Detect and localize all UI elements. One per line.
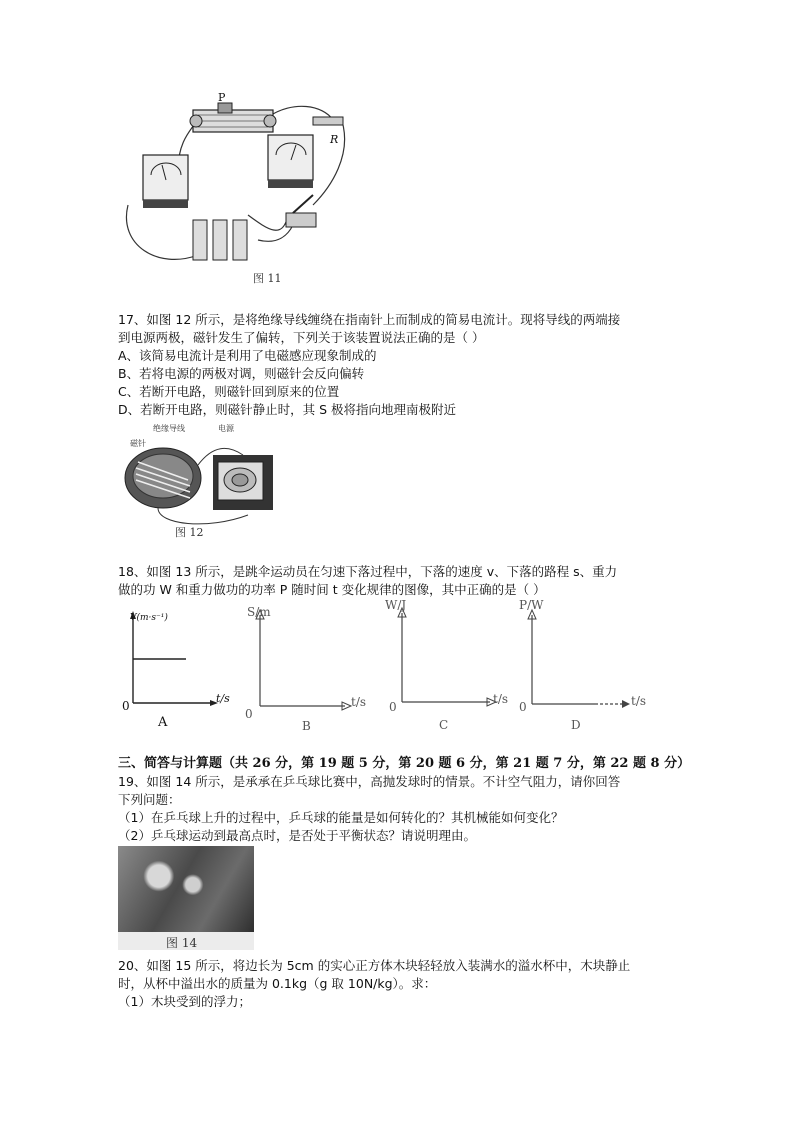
figure-12-caption: 图 12 (175, 526, 204, 539)
q19-sub-1: （1）在乒乓球上升的过程中，乒乓球的能量是如何转化的？其机械能如何变化？ (118, 810, 564, 825)
q19-line-2: 下列问题： (118, 792, 181, 807)
graph-d (515, 598, 665, 738)
graph-a-letter: A (158, 715, 168, 730)
q17-option-d: D、若断开电路，则磁针静止时，其 S 极将指向地理南极附近 (118, 402, 457, 417)
graph-b-xlabel: t/s (351, 695, 367, 709)
resistor-label-r: R (330, 133, 339, 146)
graph-a-ylabel: V(m·s⁻¹) (130, 613, 168, 623)
q17-option-a: A、该简易电流计是利用了电磁感应现象制成的 (118, 348, 377, 363)
q19-line-1: 19、如图 14 所示，是承承在乒乓球比赛中，高抛发球时的情景。不计空气阻力，请你回答 (118, 774, 621, 789)
circuit-diagram (118, 95, 358, 285)
q18-line-2: 做的功 W 和重力做功的功率 P 随时间 t 变化规律的图像，其中正确的是（ ） (118, 582, 546, 597)
graph-d-ylabel: P/W (519, 598, 544, 612)
graph-c-letter: C (439, 718, 449, 732)
figure-14-photo (118, 846, 254, 932)
figure-14 (118, 846, 254, 950)
q17-option-b: B、若将电源的两极对调，则磁针会反向偏转 (118, 366, 365, 381)
graph-a (118, 603, 228, 738)
graph-d-letter: D (571, 718, 581, 732)
graph-d-origin: 0 (519, 700, 527, 714)
graph-a-xlabel: t/s (216, 692, 230, 705)
figure-12-label-needle: 磁针 (130, 439, 146, 448)
figure-12-label-source: 电源 (218, 424, 234, 433)
figure-12 (118, 420, 288, 538)
figure-11-caption: 图 11 (253, 272, 282, 285)
graph-c (385, 598, 515, 738)
graph-b-origin: 0 (245, 707, 253, 721)
q18-line-1: 18、如图 13 所示，是跳伞运动员在匀速下落过程中，下落的速度 v、下落的路程 s、重力 (118, 564, 618, 579)
section-3-heading: 三、简答与计算题（共 26 分，第 19 题 5 分，第 20 题 6 分，第 21 题 7 分，第 22 题 8 分） (118, 756, 691, 771)
q17-option-c: C、若断开电路，则磁针回到原来的位置 (118, 384, 340, 399)
q17-line-2: 到电源两极，磁针发生了偏转，下列关于该装置说法正确的是（ ） (118, 330, 485, 345)
q17-line-1: 17、如图 12 所示，是将绝缘导线缠绕在指南针上而制成的简易电流计。现将导线的两端接 (118, 312, 621, 327)
q20-sub-1: （1）木块受到的浮力； (118, 994, 251, 1009)
q19-sub-2: （2）乒乓球运动到最高点时，是否处于平衡状态？请说明理由。 (118, 828, 476, 843)
graph-b-letter: B (302, 719, 311, 733)
figure-14-caption: 图 14 (166, 936, 198, 950)
rheostat-label-p: P (218, 91, 226, 104)
graph-d-xlabel: t/s (631, 694, 647, 708)
graph-c-origin: 0 (389, 700, 397, 714)
graph-b (245, 603, 365, 738)
figure-11 (118, 91, 358, 285)
graph-b-ylabel: S/m (247, 605, 271, 619)
q20-line-2: 时，从杯中溢出水的质量为 0.1kg（g 取 10N/kg）。求： (118, 976, 437, 991)
q20-line-1: 20、如图 15 所示，将边长为 5cm 的实心正方体木块轻轻放入装满水的溢水杯中，木块静止 (118, 958, 631, 973)
graph-a-origin: 0 (122, 699, 130, 713)
figure-12-label-wire: 绝缘导线 (153, 424, 185, 433)
graph-c-ylabel: W/J (385, 598, 407, 612)
graph-c-xlabel: t/s (493, 692, 509, 706)
